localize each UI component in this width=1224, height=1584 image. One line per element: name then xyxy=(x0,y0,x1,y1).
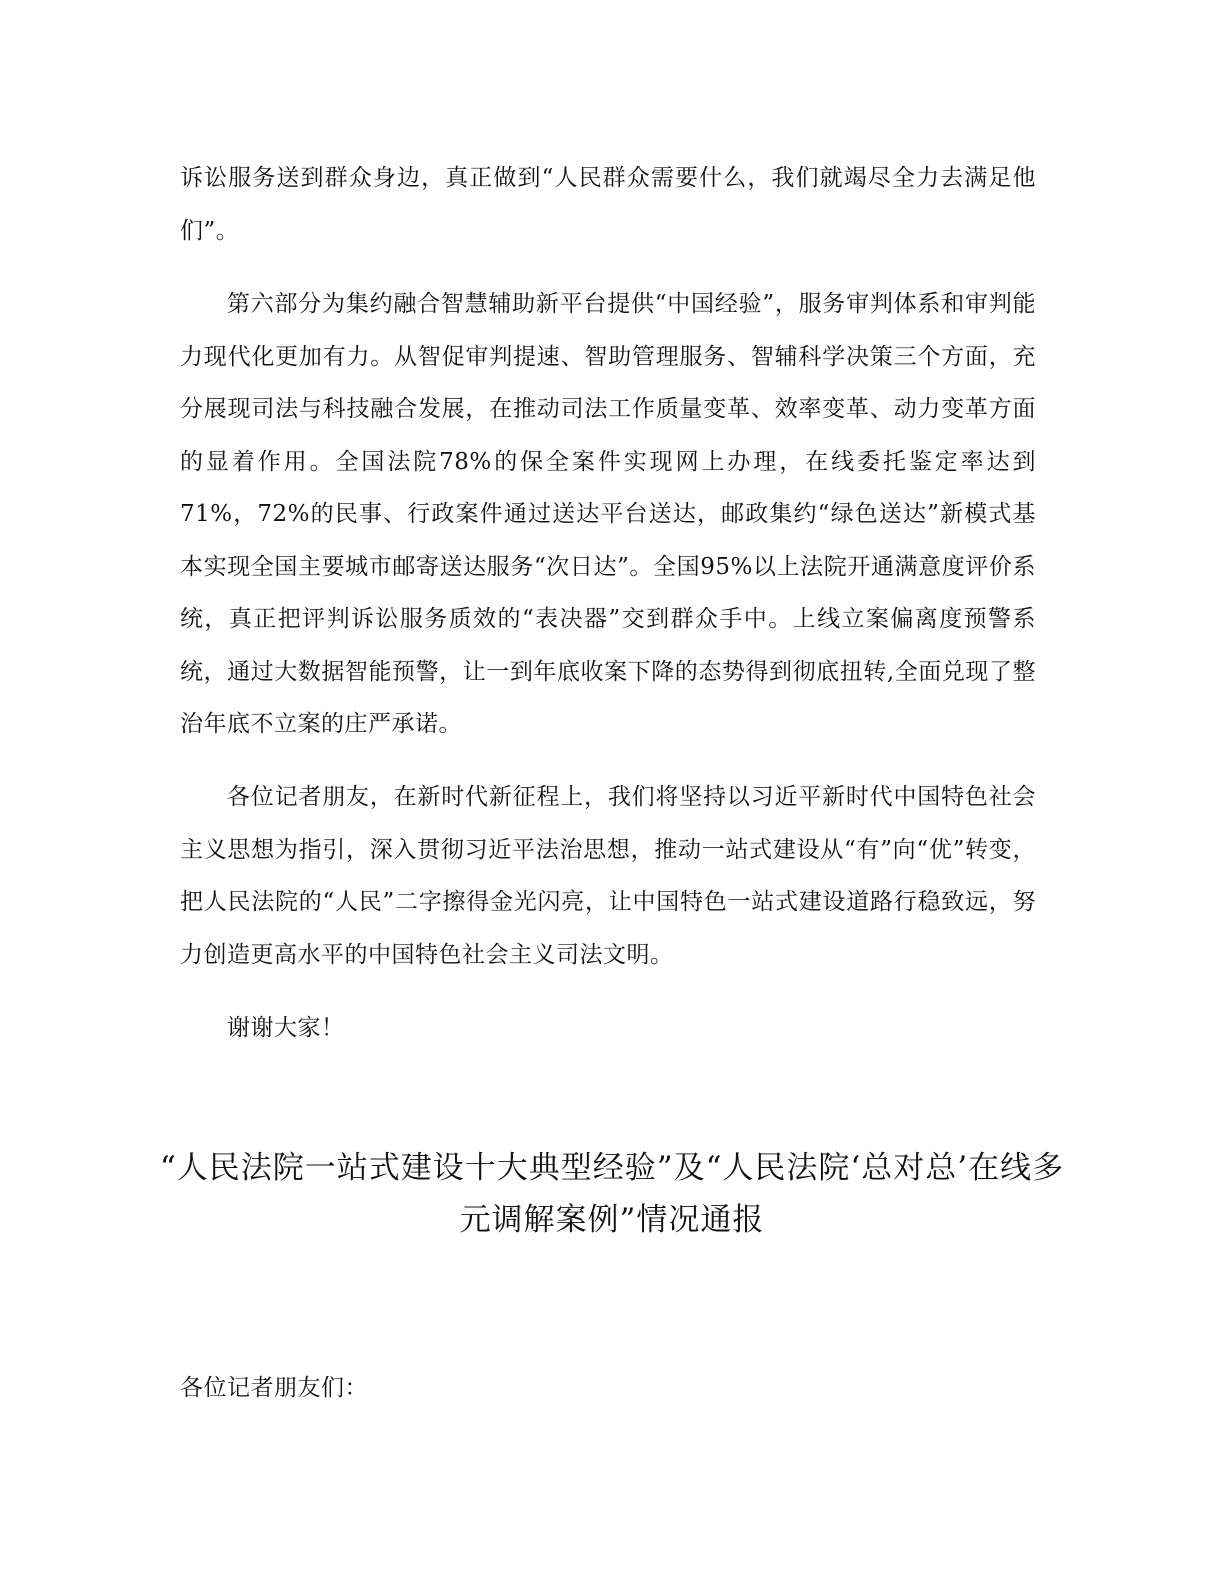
paragraph-closing: 各位记者朋友，在新时代新征程上，我们将坚持以习近平新时代中国特色社会主义思想为指引，深入贯彻习近平法治思想，推动一站式建设从“有”向“优”转变，把人民法院的“人民”二字擦得金光闪亮，让中国特色一站式建设道路行稳致远，努力创造更高水平的中国特色社会主义司法文明。 xyxy=(180,784,1036,968)
paragraph-part-six: 第六部分为集约融合智慧辅助新平台提供“中国经验”，服务审判体系和审判能力现代化更加有力。从智促审判提速、智助管理服务、智辅科学决策三个方面，充分展现司法与科技融合发展，在推动司法工作质量变革、效率变革、动力变革方面的显着作用。全国法院78%的保全案件实现网上办理，在线委托鉴定率达到71%，72%的民事、行政案件通过送达平台送达，邮政集约“绿色送达”新模式基本实现全国主要城市邮寄送达服务“次日达”。全国95%以上法院开通满意度评价系统，真正把评判诉讼服务质效的“表决器”交到群众手中。上线立案偏离度预警系统，通过大数据智能预警，让一到年底收案下降的态势得到彻底扭转,全面兑现了整治年底不立案的庄严承诺。 xyxy=(180,291,1036,737)
paragraph-continuation: 诉讼服务送到群众身边，真正做到“人民群众需要什么，我们就竭尽全力去满足他们”。 xyxy=(180,165,1036,244)
salutation: 各位记者朋友们： xyxy=(180,1375,368,1401)
report-title: “人民法院一站式建设十大典型经验”及“人民法院‘总对总’在线多元调解案例”情况通报 xyxy=(159,1150,1065,1238)
paragraph-thanks: 谢谢大家！ xyxy=(227,1015,345,1041)
